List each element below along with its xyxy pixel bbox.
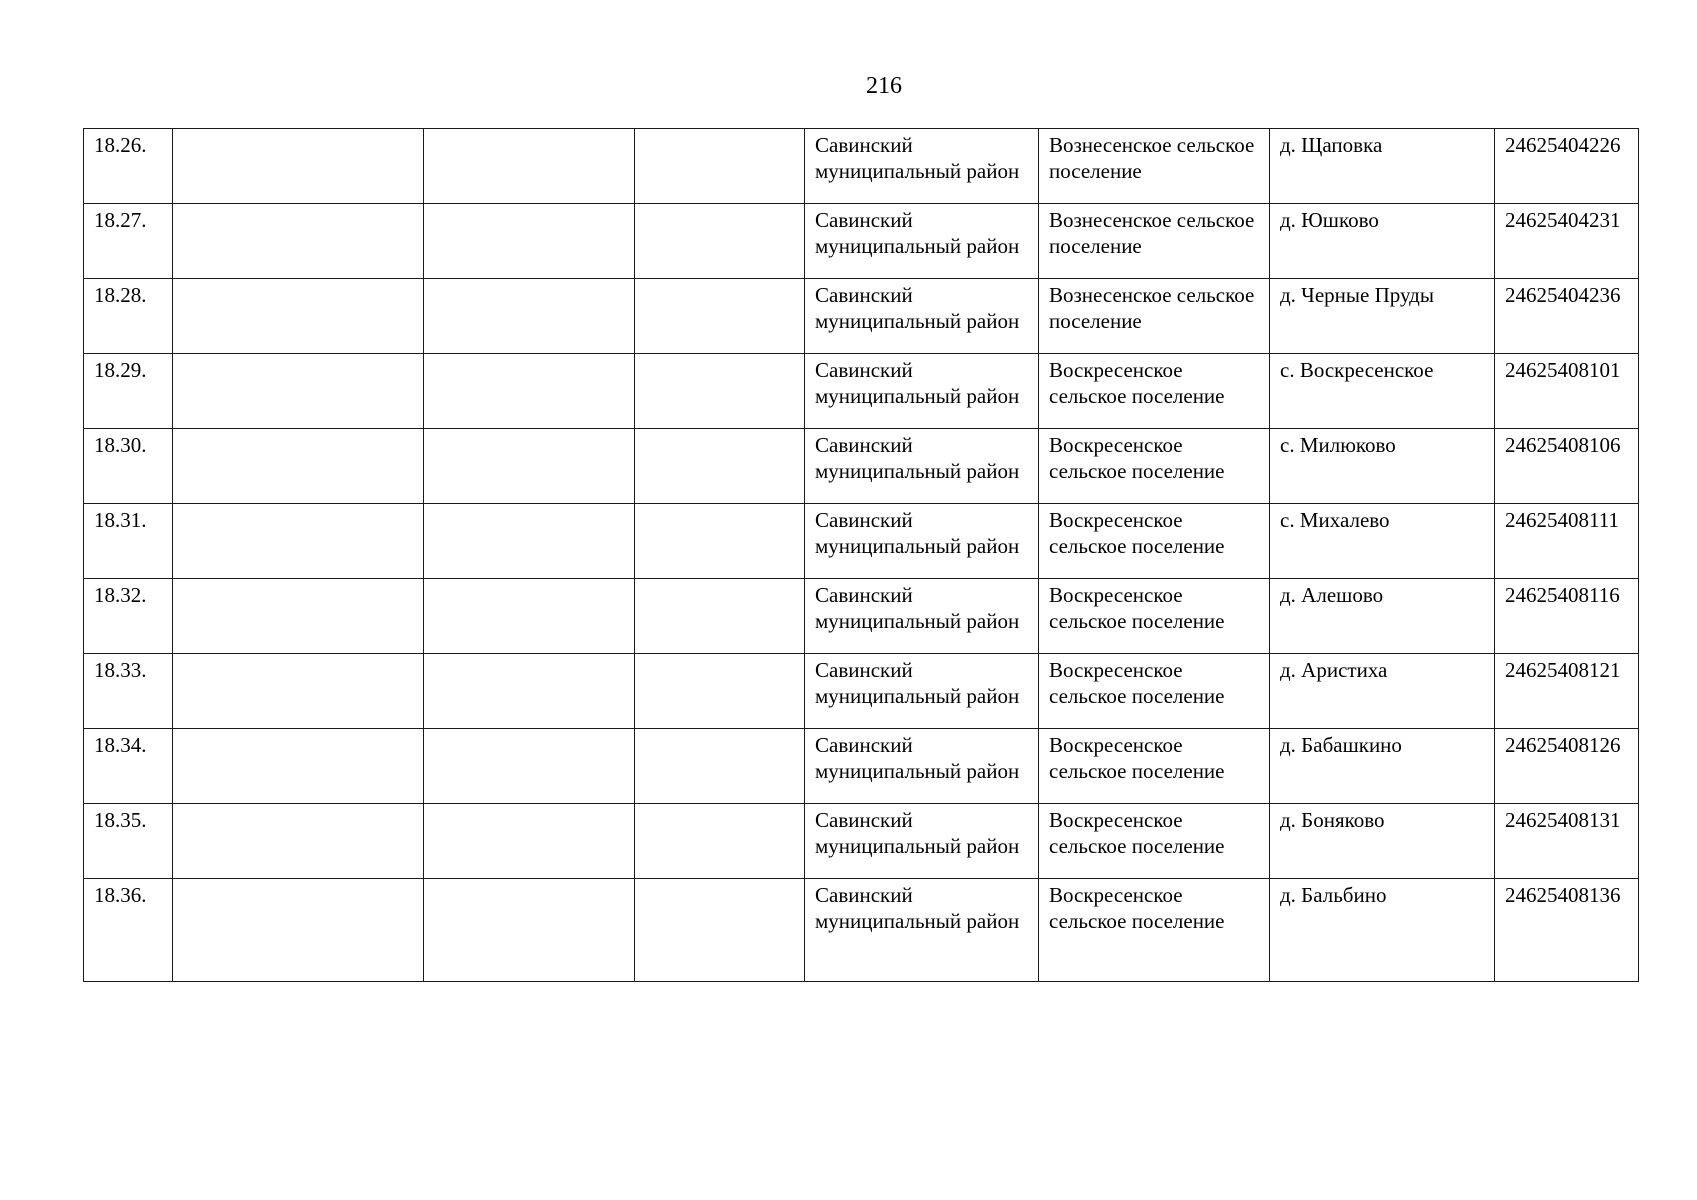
- empty-cell: [424, 354, 635, 429]
- settlement-cell: Воскресенское сельское поселение: [1039, 729, 1270, 804]
- empty-cell: [424, 879, 635, 982]
- empty-cell: [424, 279, 635, 354]
- district-cell: Савинский муниципальный район: [805, 204, 1039, 279]
- oktmo-code-cell: 24625408106: [1495, 429, 1639, 504]
- row-number-cell: 18.31.: [84, 504, 173, 579]
- empty-cell: [424, 204, 635, 279]
- table-row: [84, 429, 1639, 504]
- table-row: [84, 204, 1639, 279]
- empty-cell: [173, 429, 424, 504]
- row-number-cell: 18.34.: [84, 729, 173, 804]
- table-row: [84, 654, 1639, 729]
- locality-cell: д. Аристиха: [1270, 654, 1495, 729]
- locality-cell: д. Юшково: [1270, 204, 1495, 279]
- settlement-cell: Воскресенское сельское поселение: [1039, 879, 1270, 982]
- empty-cell: [173, 654, 424, 729]
- oktmo-code-cell: 24625408101: [1495, 354, 1639, 429]
- district-cell: Савинский муниципальный район: [805, 579, 1039, 654]
- oktmo-code-cell: 24625408131: [1495, 804, 1639, 879]
- oktmo-code-cell: 24625408111: [1495, 504, 1639, 579]
- settlement-cell: Воскресенское сельское поселение: [1039, 804, 1270, 879]
- empty-cell: [173, 804, 424, 879]
- settlement-cell: Вознесенское сельское поселение: [1039, 129, 1270, 204]
- table-row: [84, 804, 1639, 879]
- district-cell: Савинский муниципальный район: [805, 429, 1039, 504]
- row-number-cell: 18.26.: [84, 129, 173, 204]
- oktmo-code-cell: 24625404226: [1495, 129, 1639, 204]
- table-row: [84, 279, 1639, 354]
- table-row: [84, 579, 1639, 654]
- empty-cell: [424, 504, 635, 579]
- settlement-cell: Вознесенское сельское поселение: [1039, 204, 1270, 279]
- oktmo-code-cell: 24625408136: [1495, 879, 1639, 982]
- page-number: 216: [866, 73, 902, 99]
- empty-cell: [635, 204, 805, 279]
- district-cell: Савинский муниципальный район: [805, 129, 1039, 204]
- locality-cell: с. Милюково: [1270, 429, 1495, 504]
- empty-cell: [635, 804, 805, 879]
- empty-cell: [635, 654, 805, 729]
- settlement-cell: Воскресенское сельское поселение: [1039, 504, 1270, 579]
- empty-cell: [424, 579, 635, 654]
- oktmo-code-cell: 24625404236: [1495, 279, 1639, 354]
- empty-cell: [173, 504, 424, 579]
- oktmo-code-cell: 24625404231: [1495, 204, 1639, 279]
- table-row: [84, 879, 1639, 982]
- locality-cell: д. Щаповка: [1270, 129, 1495, 204]
- empty-cell: [173, 129, 424, 204]
- empty-cell: [635, 729, 805, 804]
- settlement-cell: Воскресенское сельское поселение: [1039, 654, 1270, 729]
- district-cell: Савинский муниципальный район: [805, 879, 1039, 982]
- locality-cell: д. Бальбино: [1270, 879, 1495, 982]
- locality-cell: д. Боняково: [1270, 804, 1495, 879]
- empty-cell: [424, 654, 635, 729]
- empty-cell: [173, 879, 424, 982]
- empty-cell: [424, 729, 635, 804]
- settlement-cell: Воскресенское сельское поселение: [1039, 429, 1270, 504]
- empty-cell: [635, 579, 805, 654]
- empty-cell: [424, 429, 635, 504]
- empty-cell: [424, 804, 635, 879]
- district-cell: Савинский муниципальный район: [805, 804, 1039, 879]
- table-row: [84, 504, 1639, 579]
- empty-cell: [635, 129, 805, 204]
- empty-cell: [173, 729, 424, 804]
- row-number-cell: 18.35.: [84, 804, 173, 879]
- row-number-cell: 18.29.: [84, 354, 173, 429]
- empty-cell: [173, 204, 424, 279]
- row-number-cell: 18.36.: [84, 879, 173, 982]
- locality-cell: д. Бабашкино: [1270, 729, 1495, 804]
- row-number-cell: 18.30.: [84, 429, 173, 504]
- table-row: [84, 129, 1639, 204]
- district-cell: Савинский муниципальный район: [805, 654, 1039, 729]
- locality-cell: д. Черные Пруды: [1270, 279, 1495, 354]
- empty-cell: [635, 429, 805, 504]
- district-cell: Савинский муниципальный район: [805, 504, 1039, 579]
- locality-table: [83, 128, 1639, 982]
- locality-cell: с. Воскресенское: [1270, 354, 1495, 429]
- district-cell: Савинский муниципальный район: [805, 279, 1039, 354]
- empty-cell: [424, 129, 635, 204]
- empty-cell: [635, 279, 805, 354]
- settlement-cell: Воскресенское сельское поселение: [1039, 579, 1270, 654]
- settlement-cell: Вознесенское сельское поселение: [1039, 279, 1270, 354]
- row-number-cell: 18.33.: [84, 654, 173, 729]
- row-number-cell: 18.32.: [84, 579, 173, 654]
- row-number-cell: 18.28.: [84, 279, 173, 354]
- empty-cell: [635, 879, 805, 982]
- empty-cell: [173, 354, 424, 429]
- settlement-cell: Воскресенское сельское поселение: [1039, 354, 1270, 429]
- table-row: [84, 354, 1639, 429]
- table-row: [84, 729, 1639, 804]
- district-cell: Савинский муниципальный район: [805, 354, 1039, 429]
- oktmo-code-cell: 24625408126: [1495, 729, 1639, 804]
- empty-cell: [173, 579, 424, 654]
- empty-cell: [635, 354, 805, 429]
- locality-cell: с. Михалево: [1270, 504, 1495, 579]
- empty-cell: [173, 279, 424, 354]
- locality-cell: д. Алешово: [1270, 579, 1495, 654]
- empty-cell: [635, 504, 805, 579]
- district-cell: Савинский муниципальный район: [805, 729, 1039, 804]
- oktmo-code-cell: 24625408121: [1495, 654, 1639, 729]
- oktmo-code-cell: 24625408116: [1495, 579, 1639, 654]
- row-number-cell: 18.27.: [84, 204, 173, 279]
